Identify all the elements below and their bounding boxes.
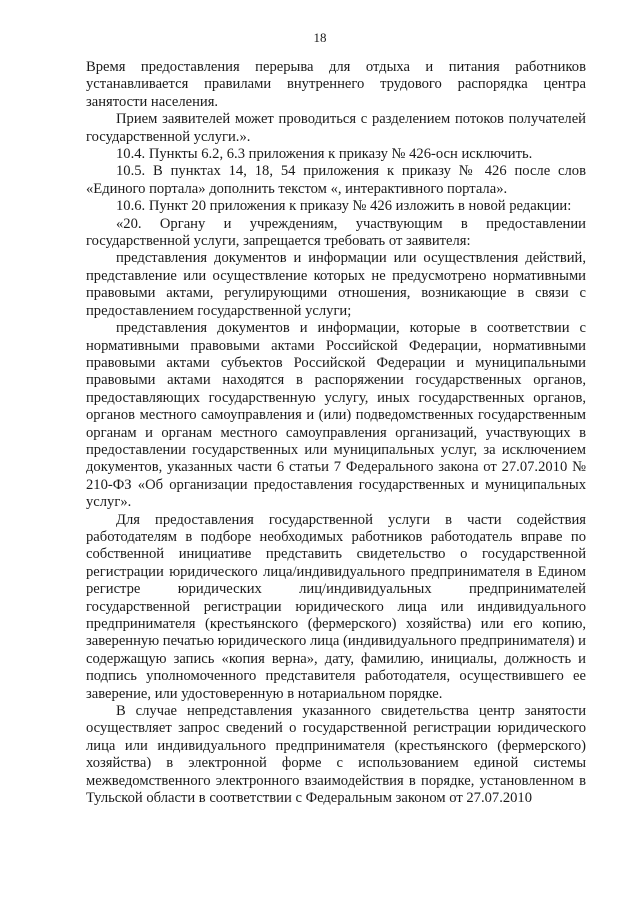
paragraph-item-20: «20. Органу и учреждениям, участвующим в предоставлении государственной услуги, запрещается требовать от заявителя:	[86, 215, 586, 250]
paragraph-10-5: 10.5. В пунктах 14, 18, 54 приложения к приказу № 426 после слов «Единого портала» дополнить текстом «, интерактивного портала».	[86, 163, 586, 197]
paragraph-reception: Прием заявителей может проводиться с разделением потоков получателей государственной услуги.».	[86, 111, 586, 145]
paragraph-10-4: 10.4. Пункты 6.2, 6.3 приложения к приказу № 426-осн исключить.	[116, 146, 533, 163]
paragraph-break-time: Время предоставления перерыва для отдыха и питания работников устанавливается правилами внутреннего трудового распорядка центра занятости населения.	[86, 59, 586, 110]
paragraph-employer-certificate: Для предоставления государственной услуги в части содействия работодателям в подборе необходимых работников работодатель вправе по собственной инициативе представить свидетельство о государственной регистрации юридического лица/индивидуального предпринимателя в Едином регистре юридических лиц/индивидуальных предпринимателей государственной регистрации юридического лица или индивидуального предпринимателя (крестьянского (фермерского) хозяйства) или его копию, заверенную печатью юридического лица (индивидуального предпринимателя) и содержащую запись «копия верна», дату, фамилию, инициалы, должность и подпись уполномоченного представителя работодателя, осуществившего ее заверение, или удостоверенную в нотариальном порядке.	[86, 511, 586, 702]
paragraph-10-6: 10.6. Пункт 20 приложения к приказу № 426 изложить в новой редакции:	[116, 198, 572, 215]
paragraph-prohibited-documents: представления документов и информации, которые в соответствии с нормативными правовыми актами Российской Федерации, нормативными правовыми актами субъектов Российской Федерации и муниципальными правовыми актами находятся в распоряжении государственных органов, предоставляющих государственную услугу, иных государственных органов, органов местного самоуправления и (или) подведомственных государственным органам и органам местного самоуправления организаций, участвующих в предоставлении государственных или муниципальных услуг, за исключением документов, указанных части 6 статьи 7 Федерального закона от 27.07.2010 № 210-ФЗ «Об организации предоставления государственных и муниципальных услуг».	[86, 320, 586, 511]
page-number: 18	[313, 30, 327, 45]
document-body	[86, 59, 586, 807]
paragraph-prohibited-actions: представления документов и информации или осуществления действий, представление или осуществление которых не предусмотрено нормативными правовыми актами, регулирующими отношения, возникающие в связи с предоставлением государственной услуги;	[86, 250, 586, 319]
paragraph-interagency-request: В случае непредставления указанного свидетельства центр занятости осуществляет запрос сведений о государственной регистрации юридического лица или индивидуального предпринимателя (крестьянского (фермерского) хозяйства) в электронной форме с использованием единой системы межведомственного электронного взаимодействия в порядке, установленном в Тульской области в соответствии с Федеральным законом от 27.07.2010	[86, 703, 586, 807]
